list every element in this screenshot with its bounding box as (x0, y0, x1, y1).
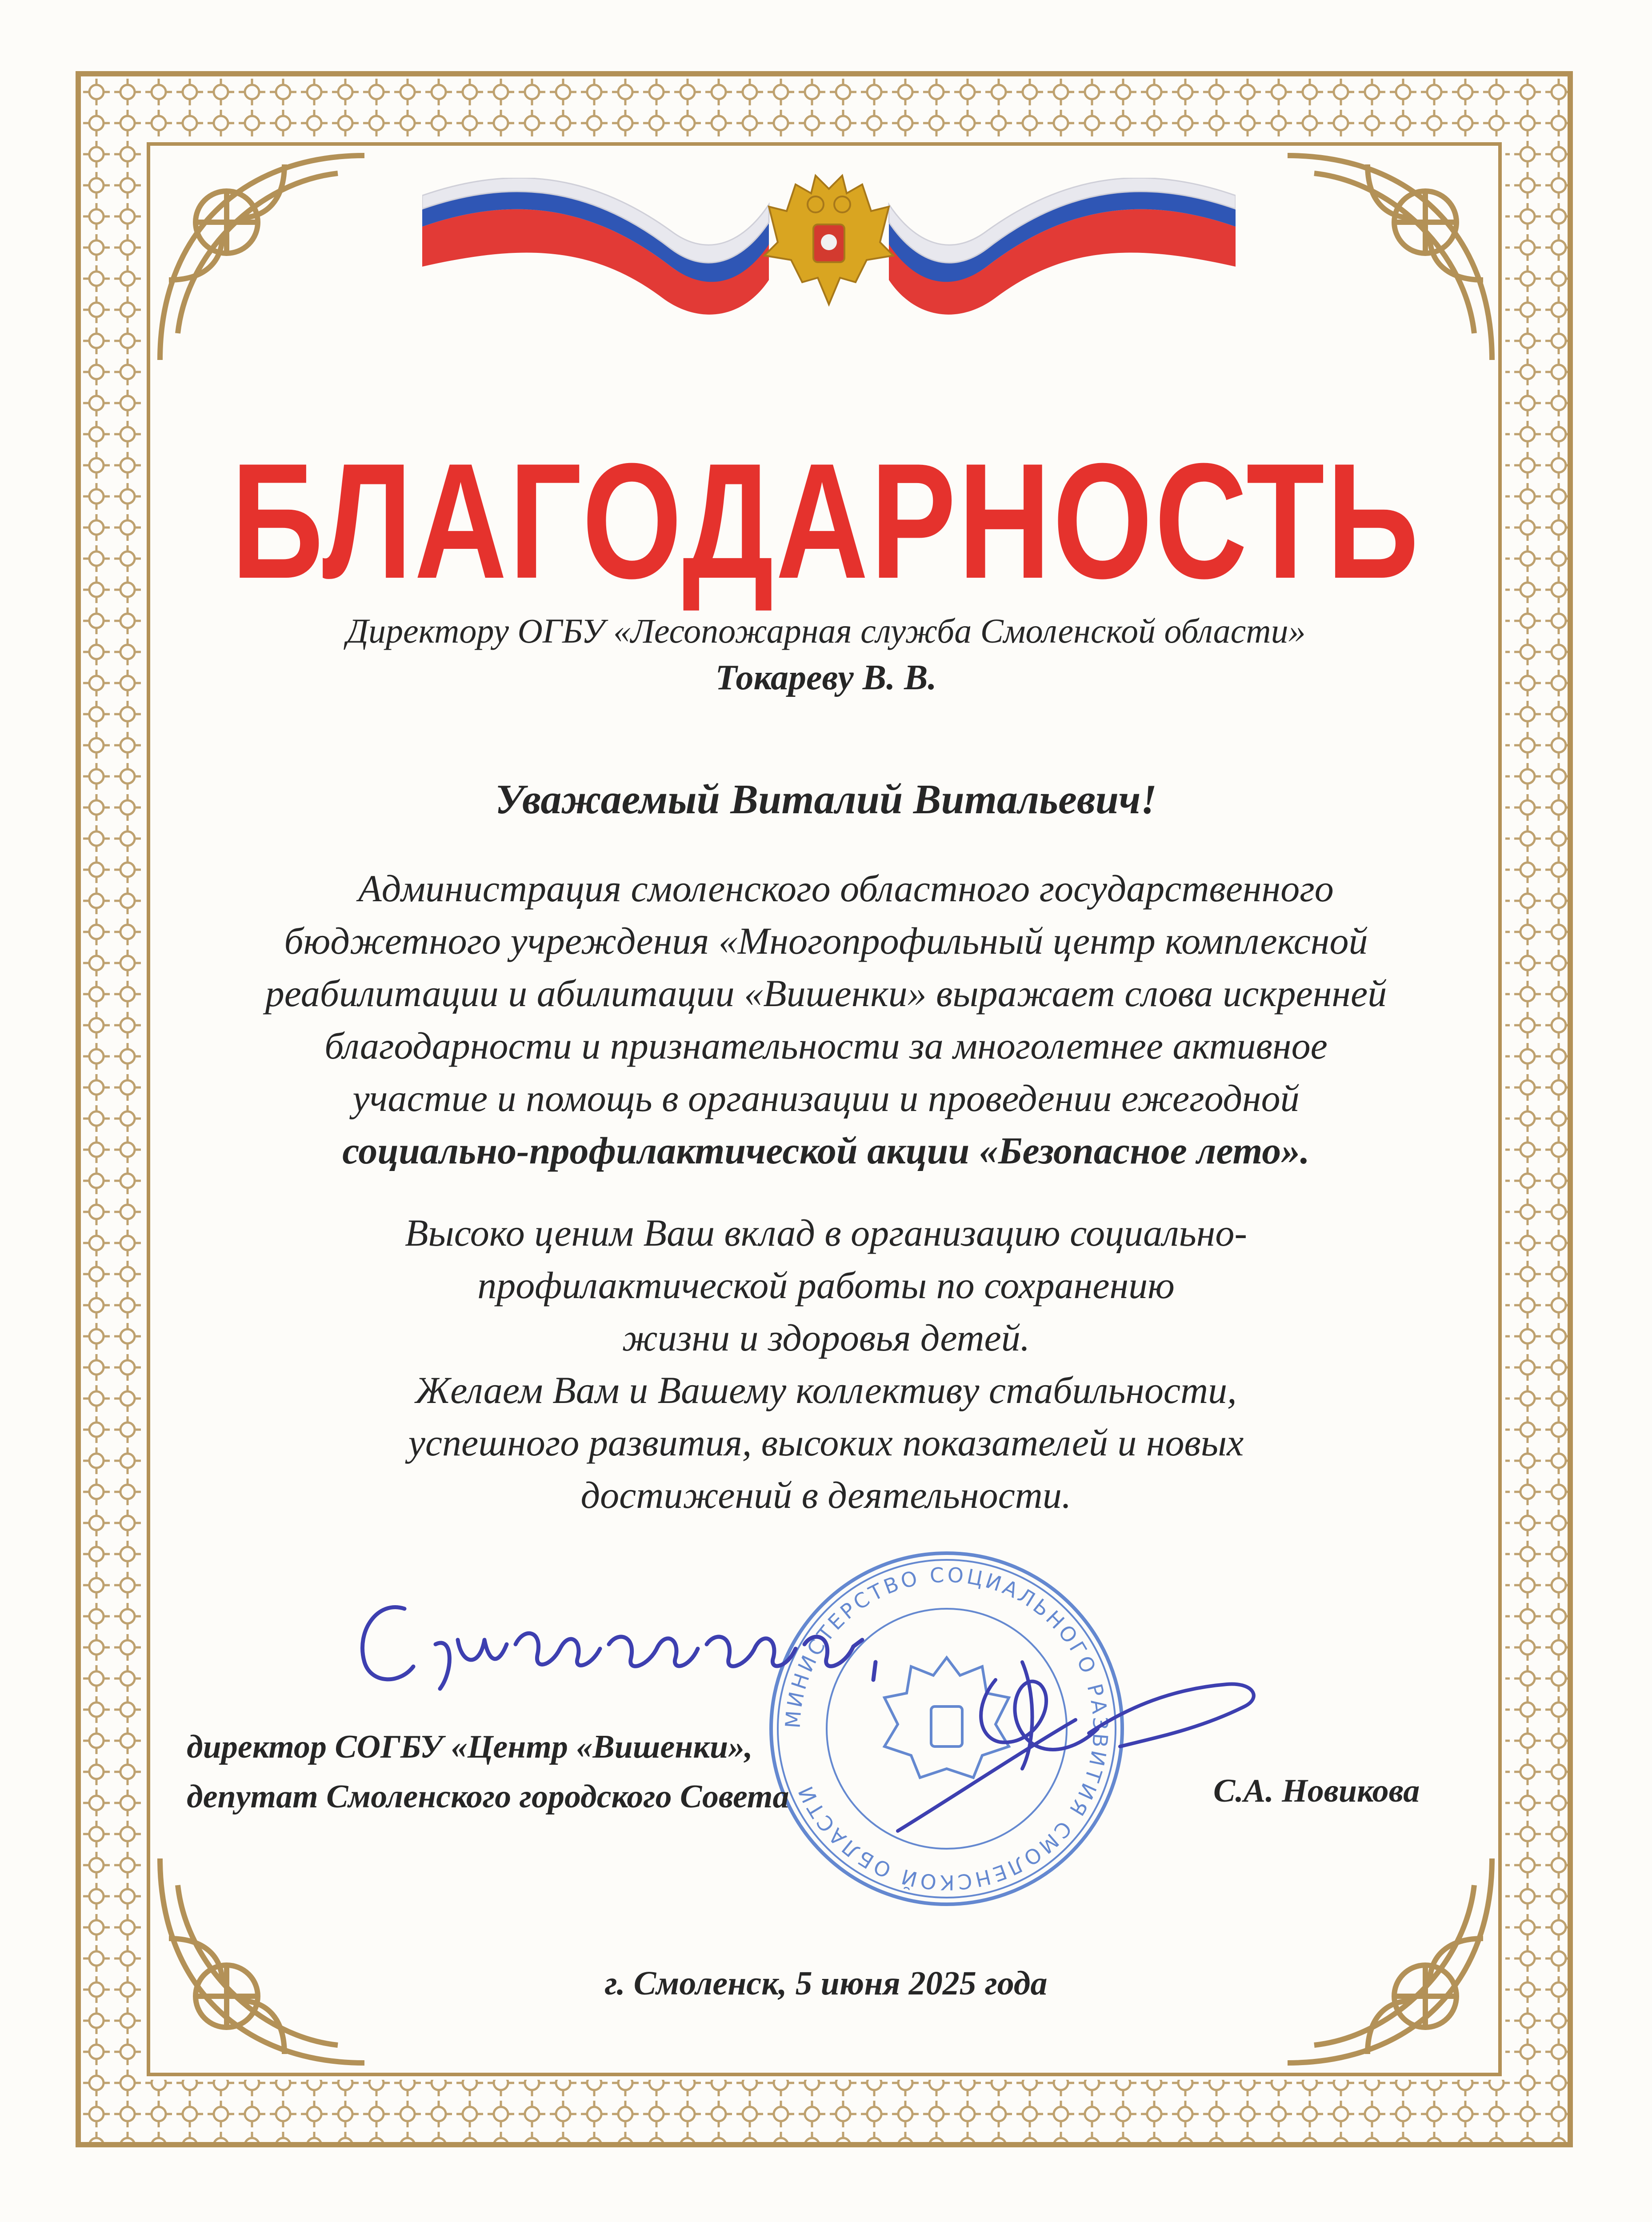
document-title: БЛАГОДАРНОСТЬ (231, 429, 1421, 613)
paragraph-line: профилактической работы по сохранению (477, 1264, 1175, 1307)
signatory-position-line2: депутат Смоленского городского Совета (187, 1778, 789, 1815)
corner-ornament-bottom-left (151, 1850, 373, 2072)
paragraph-line: участие и помощь в организации и проведении ежегодной (352, 1077, 1300, 1119)
stamp-text: МИНИСТЕРСТВО СОЦИАЛЬНОГО РАЗВИТИЯ СМОЛЕНСКОЙ ОБЛАСТИ (780, 1563, 1113, 1895)
paragraph-line: Высоко ценим Ваш вклад в организацию социально- (404, 1211, 1248, 1254)
addressee-position: Директору ОГБУ «Лесопожарная служба Смоленской области» (346, 611, 1306, 650)
paragraph-line-bold: социально-профилактической акции «Безопасное лето». (342, 1129, 1310, 1172)
paragraph-line: реабилитации и абилитации «Вишенки» выражает слова искренней (265, 972, 1387, 1015)
signatory-name: С.А. Новикова (1213, 1773, 1420, 1809)
paragraph-line: благодарности и признательности за многолетнее активное (324, 1024, 1328, 1067)
paragraph-line: жизни и здоровья детей. (622, 1316, 1030, 1359)
paragraph-line: достижений в деятельности. (580, 1474, 1072, 1516)
corner-ornament-top-left (151, 147, 373, 369)
handwritten-greeting-signature (351, 1591, 929, 1706)
paragraph-line: успешного развития, высоких показателей и новых (408, 1421, 1244, 1464)
signature-icon (889, 1653, 1280, 1840)
wishes-paragraph (0, 1207, 1652, 1521)
gratitude-paragraph (0, 862, 1652, 1177)
corner-ornament-top-right (1279, 147, 1501, 369)
signatory-position (187, 1722, 789, 1822)
signatory-position-line1: директор СОГБУ «Центр «Вишенки», (187, 1729, 753, 1765)
paragraph-line: Желаем Вам и Вашему коллективу стабильности, (415, 1369, 1237, 1411)
place-and-date: г. Смоленск, 5 июня 2025 года (604, 1965, 1048, 2002)
corner-ornament-bottom-right (1279, 1850, 1501, 2072)
paragraph-line: бюджетного учреждения «Многопрофильный центр комплексной (284, 919, 1368, 962)
addressee-name: Токареву В. В. (715, 658, 937, 697)
paragraph-line: Администрация смоленского областного государственного (358, 867, 1334, 910)
coat-of-arms-icon (760, 171, 898, 318)
salutation: Уважаемый Виталий Витальевич! (495, 776, 1157, 823)
